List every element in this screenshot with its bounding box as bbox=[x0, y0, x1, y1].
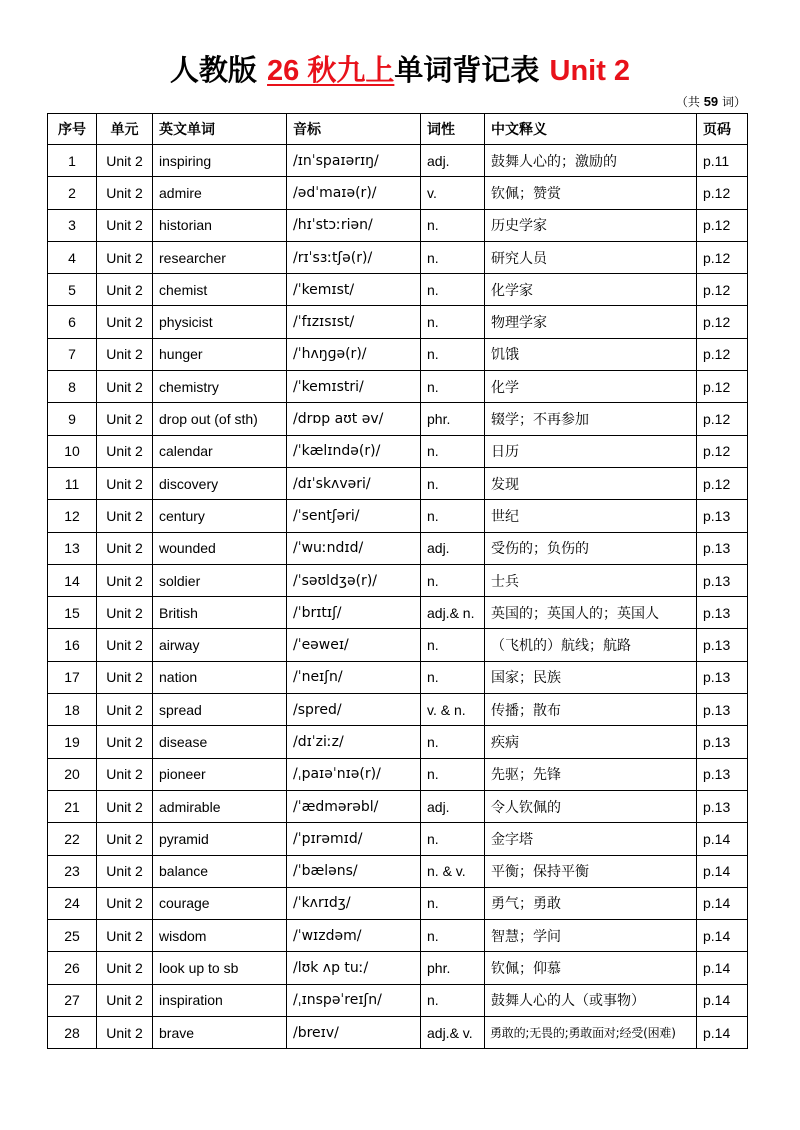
cell-page: p.12 bbox=[697, 435, 748, 467]
cell-word: airway bbox=[153, 629, 287, 661]
cell-index: 14 bbox=[48, 564, 97, 596]
table-row bbox=[48, 597, 748, 629]
cell-page: p.12 bbox=[697, 467, 748, 499]
cell-phonetic: /ˌpaɪəˈnɪə(r)/ bbox=[287, 758, 421, 790]
cell-phonetic: /ˈkemɪstri/ bbox=[287, 371, 421, 403]
cell-pos: n. bbox=[421, 274, 485, 306]
table-row bbox=[48, 500, 748, 532]
cell-phonetic: /ˈhʌŋɡə(r)/ bbox=[287, 338, 421, 370]
cell-word: wounded bbox=[153, 532, 287, 564]
title-unit: Unit 2 bbox=[549, 55, 631, 87]
cell-phonetic: /ˈsəʊldʒə(r)/ bbox=[287, 564, 421, 596]
table-row bbox=[48, 629, 748, 661]
table-row bbox=[48, 177, 748, 209]
table-row bbox=[48, 823, 748, 855]
cell-phonetic: /dɪˈziːz/ bbox=[287, 726, 421, 758]
cell-word: brave bbox=[153, 1017, 287, 1049]
table-row bbox=[48, 1017, 748, 1049]
cell-word: chemistry bbox=[153, 371, 287, 403]
cell-pos: n. bbox=[421, 306, 485, 338]
cell-word: pioneer bbox=[153, 758, 287, 790]
table-row bbox=[48, 661, 748, 693]
cell-index: 22 bbox=[48, 823, 97, 855]
cell-pos: n. bbox=[421, 500, 485, 532]
cell-unit: Unit 2 bbox=[97, 177, 153, 209]
cell-index: 17 bbox=[48, 661, 97, 693]
table-row bbox=[48, 887, 748, 919]
table-row bbox=[48, 371, 748, 403]
table-row bbox=[48, 306, 748, 338]
table-row bbox=[48, 984, 748, 1016]
cell-index: 16 bbox=[48, 629, 97, 661]
vocabulary-table bbox=[47, 113, 748, 1049]
cell-unit: Unit 2 bbox=[97, 1017, 153, 1049]
cell-meaning: 化学 bbox=[485, 371, 697, 403]
cell-pos: n. bbox=[421, 209, 485, 241]
cell-word: century bbox=[153, 500, 287, 532]
cell-index: 4 bbox=[48, 241, 97, 273]
header-index: 序号 bbox=[48, 114, 97, 145]
cell-word: inspiration bbox=[153, 984, 287, 1016]
cell-index: 20 bbox=[48, 758, 97, 790]
header-page: 页码 bbox=[697, 114, 748, 145]
table-row bbox=[48, 564, 748, 596]
word-count-suffix: 词） bbox=[721, 95, 746, 109]
cell-index: 24 bbox=[48, 887, 97, 919]
cell-meaning: （飞机的）航线；航路 bbox=[485, 629, 697, 661]
cell-meaning: 历史学家 bbox=[485, 209, 697, 241]
cell-page: p.12 bbox=[697, 403, 748, 435]
cell-page: p.13 bbox=[697, 532, 748, 564]
cell-word: inspiring bbox=[153, 145, 287, 177]
cell-page: p.13 bbox=[697, 726, 748, 758]
cell-pos: n. bbox=[421, 338, 485, 370]
title-publisher: 人教版 bbox=[169, 53, 257, 87]
cell-meaning: 饥饿 bbox=[485, 338, 697, 370]
cell-page: p.13 bbox=[697, 597, 748, 629]
cell-phonetic: /ˈkælɪndə(r)/ bbox=[287, 435, 421, 467]
table-row bbox=[48, 274, 748, 306]
cell-meaning: 勇气；勇敢 bbox=[485, 887, 697, 919]
cell-page: p.14 bbox=[697, 920, 748, 952]
word-count-number: 59 bbox=[703, 94, 719, 109]
cell-pos: n. bbox=[421, 371, 485, 403]
cell-index: 6 bbox=[48, 306, 97, 338]
cell-unit: Unit 2 bbox=[97, 500, 153, 532]
table-row bbox=[48, 145, 748, 177]
cell-meaning: 日历 bbox=[485, 435, 697, 467]
cell-pos: phr. bbox=[421, 403, 485, 435]
cell-meaning: 辍学；不再参加 bbox=[485, 403, 697, 435]
cell-phonetic: /ˈædmərəbl/ bbox=[287, 790, 421, 822]
cell-index: 5 bbox=[48, 274, 97, 306]
cell-meaning: 平衡；保持平衡 bbox=[485, 855, 697, 887]
cell-page: p.12 bbox=[697, 306, 748, 338]
word-count bbox=[600, 93, 746, 110]
cell-index: 19 bbox=[48, 726, 97, 758]
cell-pos: v. bbox=[421, 177, 485, 209]
cell-unit: Unit 2 bbox=[97, 661, 153, 693]
cell-unit: Unit 2 bbox=[97, 467, 153, 499]
cell-page: p.12 bbox=[697, 177, 748, 209]
cell-unit: Unit 2 bbox=[97, 371, 153, 403]
cell-pos: n. bbox=[421, 726, 485, 758]
cell-unit: Unit 2 bbox=[97, 984, 153, 1016]
cell-unit: Unit 2 bbox=[97, 629, 153, 661]
cell-meaning: 鼓舞人心的人（或事物） bbox=[485, 984, 697, 1016]
cell-phonetic: /breɪv/ bbox=[287, 1017, 421, 1049]
cell-unit: Unit 2 bbox=[97, 564, 153, 596]
cell-page: p.13 bbox=[697, 629, 748, 661]
cell-word: chemist bbox=[153, 274, 287, 306]
cell-meaning: 钦佩；赞赏 bbox=[485, 177, 697, 209]
cell-unit: Unit 2 bbox=[97, 758, 153, 790]
cell-phonetic: /ˈpɪrəmɪd/ bbox=[287, 823, 421, 855]
cell-phonetic: /ˈneɪʃn/ bbox=[287, 661, 421, 693]
table-row bbox=[48, 726, 748, 758]
cell-meaning: 钦佩；仰慕 bbox=[485, 952, 697, 984]
cell-meaning: 勇敢的;无畏的;勇敢面对;经受(困难) bbox=[485, 1017, 697, 1049]
cell-page: p.13 bbox=[697, 500, 748, 532]
cell-page: p.12 bbox=[697, 209, 748, 241]
cell-pos: adj.& v. bbox=[421, 1017, 485, 1049]
cell-unit: Unit 2 bbox=[97, 952, 153, 984]
page-title bbox=[0, 48, 800, 89]
table-row bbox=[48, 241, 748, 273]
cell-phonetic: /dɪˈskʌvəri/ bbox=[287, 467, 421, 499]
cell-unit: Unit 2 bbox=[97, 597, 153, 629]
cell-phonetic: /lʊk ʌp tuː/ bbox=[287, 952, 421, 984]
cell-unit: Unit 2 bbox=[97, 241, 153, 273]
cell-page: p.12 bbox=[697, 338, 748, 370]
cell-phonetic: /ˈwuːndɪd/ bbox=[287, 532, 421, 564]
table-row bbox=[48, 403, 748, 435]
header-phonetic: 音标 bbox=[287, 114, 421, 145]
table-row bbox=[48, 338, 748, 370]
cell-word: spread bbox=[153, 694, 287, 726]
header-pos: 词性 bbox=[421, 114, 485, 145]
cell-page: p.14 bbox=[697, 1017, 748, 1049]
table-row bbox=[48, 209, 748, 241]
cell-word: admirable bbox=[153, 790, 287, 822]
cell-pos: adj.& n. bbox=[421, 597, 485, 629]
cell-unit: Unit 2 bbox=[97, 338, 153, 370]
cell-pos: n. bbox=[421, 758, 485, 790]
cell-phonetic: /ˈkʌrɪdʒ/ bbox=[287, 887, 421, 919]
cell-index: 21 bbox=[48, 790, 97, 822]
cell-page: p.14 bbox=[697, 984, 748, 1016]
table-header-row bbox=[48, 114, 748, 145]
cell-index: 8 bbox=[48, 371, 97, 403]
table-row bbox=[48, 694, 748, 726]
cell-word: courage bbox=[153, 887, 287, 919]
cell-unit: Unit 2 bbox=[97, 435, 153, 467]
cell-unit: Unit 2 bbox=[97, 920, 153, 952]
cell-meaning: 物理学家 bbox=[485, 306, 697, 338]
cell-unit: Unit 2 bbox=[97, 532, 153, 564]
cell-phonetic: /ədˈmaɪə(r)/ bbox=[287, 177, 421, 209]
cell-word: drop out (of sth) bbox=[153, 403, 287, 435]
cell-index: 1 bbox=[48, 145, 97, 177]
cell-word: discovery bbox=[153, 467, 287, 499]
cell-page: p.12 bbox=[697, 241, 748, 273]
word-count-prefix: （共 bbox=[675, 95, 700, 109]
cell-meaning: 研究人员 bbox=[485, 241, 697, 273]
cell-pos: n. bbox=[421, 984, 485, 1016]
cell-unit: Unit 2 bbox=[97, 274, 153, 306]
cell-page: p.13 bbox=[697, 661, 748, 693]
cell-index: 27 bbox=[48, 984, 97, 1016]
table-row bbox=[48, 952, 748, 984]
header-unit: 单元 bbox=[97, 114, 153, 145]
cell-page: p.13 bbox=[697, 758, 748, 790]
cell-phonetic: /ɪnˈspaɪərɪŋ/ bbox=[287, 145, 421, 177]
cell-page: p.13 bbox=[697, 564, 748, 596]
cell-word: soldier bbox=[153, 564, 287, 596]
cell-pos: n. bbox=[421, 241, 485, 273]
cell-unit: Unit 2 bbox=[97, 694, 153, 726]
cell-word: researcher bbox=[153, 241, 287, 273]
cell-phonetic: /ˈbæləns/ bbox=[287, 855, 421, 887]
cell-page: p.14 bbox=[697, 855, 748, 887]
cell-pos: n. bbox=[421, 887, 485, 919]
table-row bbox=[48, 435, 748, 467]
cell-meaning: 化学家 bbox=[485, 274, 697, 306]
cell-pos: adj. bbox=[421, 790, 485, 822]
cell-pos: adj. bbox=[421, 145, 485, 177]
cell-page: p.12 bbox=[697, 274, 748, 306]
cell-index: 3 bbox=[48, 209, 97, 241]
cell-word: pyramid bbox=[153, 823, 287, 855]
title-subject: 单词背记表 bbox=[394, 53, 540, 87]
cell-word: British bbox=[153, 597, 287, 629]
cell-word: look up to sb bbox=[153, 952, 287, 984]
cell-pos: n. bbox=[421, 661, 485, 693]
cell-unit: Unit 2 bbox=[97, 855, 153, 887]
cell-pos: n. & v. bbox=[421, 855, 485, 887]
cell-index: 12 bbox=[48, 500, 97, 532]
cell-phonetic: /hɪˈstɔːriən/ bbox=[287, 209, 421, 241]
cell-pos: n. bbox=[421, 629, 485, 661]
table-row bbox=[48, 920, 748, 952]
cell-phonetic: /ˈsentʃəri/ bbox=[287, 500, 421, 532]
cell-meaning: 世纪 bbox=[485, 500, 697, 532]
cell-page: p.14 bbox=[697, 952, 748, 984]
cell-phonetic: /drɒp aʊt əv/ bbox=[287, 403, 421, 435]
cell-word: disease bbox=[153, 726, 287, 758]
cell-pos: n. bbox=[421, 467, 485, 499]
cell-phonetic: /ˈbrɪtɪʃ/ bbox=[287, 597, 421, 629]
cell-page: p.14 bbox=[697, 887, 748, 919]
table-row bbox=[48, 467, 748, 499]
cell-phonetic: /spred/ bbox=[287, 694, 421, 726]
cell-word: physicist bbox=[153, 306, 287, 338]
cell-meaning: 疾病 bbox=[485, 726, 697, 758]
cell-pos: n. bbox=[421, 823, 485, 855]
header-word: 英文单词 bbox=[153, 114, 287, 145]
cell-page: p.13 bbox=[697, 694, 748, 726]
cell-unit: Unit 2 bbox=[97, 403, 153, 435]
cell-index: 2 bbox=[48, 177, 97, 209]
cell-index: 26 bbox=[48, 952, 97, 984]
cell-index: 28 bbox=[48, 1017, 97, 1049]
cell-index: 7 bbox=[48, 338, 97, 370]
cell-index: 11 bbox=[48, 467, 97, 499]
cell-page: p.14 bbox=[697, 823, 748, 855]
cell-meaning: 金字塔 bbox=[485, 823, 697, 855]
cell-phonetic: /ˈeəweɪ/ bbox=[287, 629, 421, 661]
cell-page: p.12 bbox=[697, 371, 748, 403]
cell-index: 15 bbox=[48, 597, 97, 629]
table-row bbox=[48, 790, 748, 822]
cell-index: 25 bbox=[48, 920, 97, 952]
cell-index: 10 bbox=[48, 435, 97, 467]
cell-unit: Unit 2 bbox=[97, 790, 153, 822]
cell-meaning: 智慧；学问 bbox=[485, 920, 697, 952]
cell-index: 18 bbox=[48, 694, 97, 726]
cell-word: hunger bbox=[153, 338, 287, 370]
cell-pos: adj. bbox=[421, 532, 485, 564]
cell-meaning: 鼓舞人心的；激励的 bbox=[485, 145, 697, 177]
cell-page: p.11 bbox=[697, 145, 748, 177]
header-meaning: 中文释义 bbox=[485, 114, 697, 145]
cell-meaning: 国家；民族 bbox=[485, 661, 697, 693]
cell-unit: Unit 2 bbox=[97, 823, 153, 855]
cell-phonetic: /ˈfɪzɪsɪst/ bbox=[287, 306, 421, 338]
cell-meaning: 士兵 bbox=[485, 564, 697, 596]
cell-unit: Unit 2 bbox=[97, 887, 153, 919]
cell-unit: Unit 2 bbox=[97, 306, 153, 338]
cell-meaning: 发现 bbox=[485, 467, 697, 499]
cell-pos: phr. bbox=[421, 952, 485, 984]
cell-page: p.13 bbox=[697, 790, 748, 822]
cell-word: nation bbox=[153, 661, 287, 693]
cell-word: balance bbox=[153, 855, 287, 887]
cell-meaning: 传播；散布 bbox=[485, 694, 697, 726]
cell-word: calendar bbox=[153, 435, 287, 467]
cell-index: 9 bbox=[48, 403, 97, 435]
cell-word: historian bbox=[153, 209, 287, 241]
cell-meaning: 受伤的；负伤的 bbox=[485, 532, 697, 564]
table-row bbox=[48, 758, 748, 790]
cell-unit: Unit 2 bbox=[97, 726, 153, 758]
cell-phonetic: /rɪˈsɜːtʃə(r)/ bbox=[287, 241, 421, 273]
table-row bbox=[48, 855, 748, 887]
cell-meaning: 英国的；英国人的；英国人 bbox=[485, 597, 697, 629]
cell-unit: Unit 2 bbox=[97, 209, 153, 241]
cell-phonetic: /ˈwɪzdəm/ bbox=[287, 920, 421, 952]
table-row bbox=[48, 532, 748, 564]
cell-meaning: 先驱；先锋 bbox=[485, 758, 697, 790]
cell-phonetic: /ˈkemɪst/ bbox=[287, 274, 421, 306]
cell-word: admire bbox=[153, 177, 287, 209]
cell-index: 13 bbox=[48, 532, 97, 564]
cell-pos: n. bbox=[421, 435, 485, 467]
title-term: 26 秋九上 bbox=[267, 55, 395, 87]
cell-phonetic: /ˌɪnspəˈreɪʃn/ bbox=[287, 984, 421, 1016]
cell-pos: n. bbox=[421, 564, 485, 596]
cell-pos: v. & n. bbox=[421, 694, 485, 726]
cell-meaning: 令人钦佩的 bbox=[485, 790, 697, 822]
cell-index: 23 bbox=[48, 855, 97, 887]
cell-unit: Unit 2 bbox=[97, 145, 153, 177]
cell-pos: n. bbox=[421, 920, 485, 952]
cell-word: wisdom bbox=[153, 920, 287, 952]
